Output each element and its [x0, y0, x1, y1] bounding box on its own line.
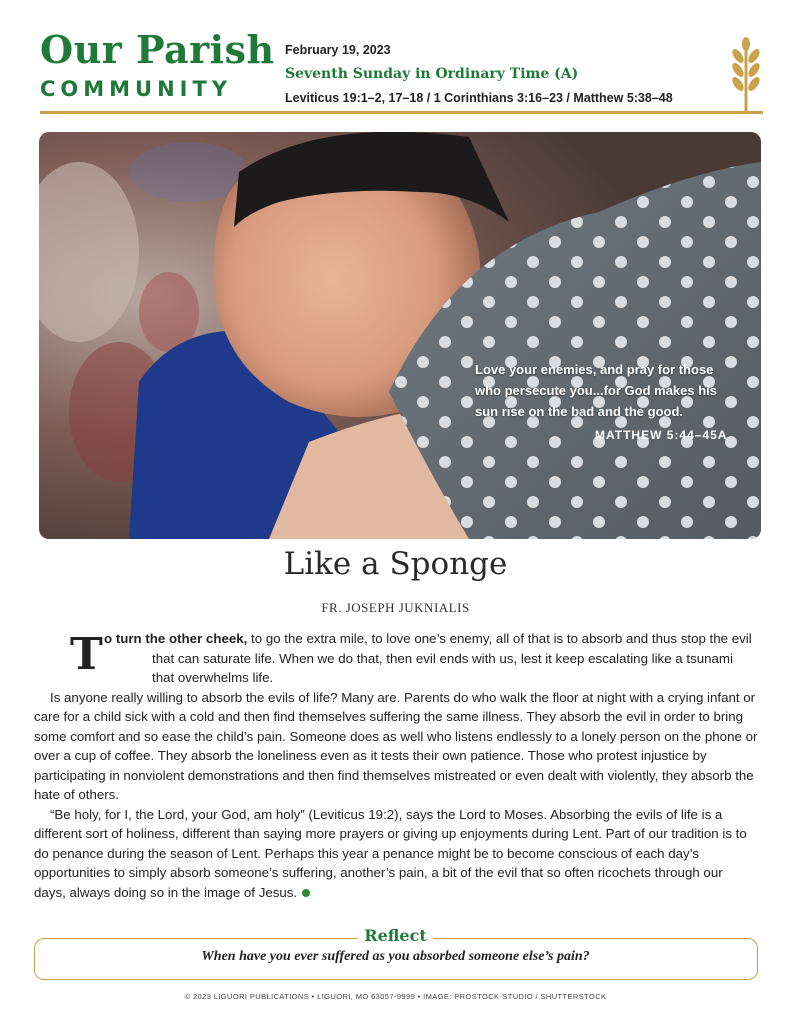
- hero-image: [39, 132, 761, 539]
- hero-photo: [39, 132, 761, 539]
- footer-credit: © 2023 LIGUORI PUBLICATIONS • LIGUORI, MO 63057-9999 • IMAGE: PROSTOCK-STUDIO / SHUTTERSTOCK: [184, 992, 607, 1001]
- title-line-our-parish: Our Parish: [40, 27, 275, 72]
- reflect-label-text: Reflect: [358, 926, 432, 945]
- scripture-quote: Love your enemies, and pray for those who persecute you...for God makes his sun rise on the bad and the good.: [475, 362, 718, 419]
- scripture-citation: MATTHEW 5:44–45A: [595, 428, 728, 442]
- paragraph-1: [34, 629, 758, 688]
- article-title: Like a Sponge: [283, 546, 508, 582]
- title-line-community: COMMUNITY: [40, 77, 233, 101]
- scripture-readings: Leviticus 19:1–2, 17–18 / 1 Corinthians 3:16–23 / Matthew 5:38–48: [285, 91, 673, 105]
- reflect-question: When have you ever suffered as you absorbed someone else’s pain?: [201, 949, 590, 964]
- reflect-label: [0, 926, 791, 946]
- issue-date: February 19, 2023: [285, 43, 391, 57]
- issue-info: [285, 42, 705, 106]
- paragraph-1-text: to go the extra mile, to love one’s enemy, all of that is to absorb and thus stop the evil that can saturate life. When we do that, then evil ends with us, lest it keep escalating like a tsunami that overwhelms life.: [152, 631, 752, 685]
- lead-in: o turn the other cheek,: [104, 631, 248, 646]
- end-mark-icon: [302, 889, 310, 897]
- drop-cap: T: [70, 629, 103, 680]
- paragraph-2: Is anyone really willing to absorb the evils of life? Many are. Parents do who walk the floor at night with a crying infant or care for a child sick with a cold and then find themselves suffering the same illness. They absorb the evil in order to bring some comfort and so ease the child’s pain. Someone does as well who listens endlessly to a lonely person on the phone or over a cup of coffee. They absorb the loneliness even as it tests their own patience. Those who protest injustice by participating in nonviolent demonstrations and then find themselves mistreated or even dealt with violently, they absorb the hate of others.: [34, 689, 758, 802]
- paragraph-3: [34, 805, 758, 903]
- paragraph-3-text: “Be holy, for I, the Lord, your God, am holy” (Leviticus 19:2), says the Lord to Moses. Absorbing the evils of life is a different sort of holiness, different than saying more prayers or giving up enjoyments during Lent. Part of our tradition is to do penance during the season of Lent. Perhaps this year a penance might be to become conscious of each day’s opportunities to simply absorb someone’s suffering, another’s pain, a bit of the evil that so often ricochets through our days, always doing so in the image of Jesus.: [34, 806, 747, 900]
- header-divider: [40, 111, 763, 114]
- publication-title: [40, 27, 275, 102]
- wheat-icon: [726, 36, 766, 116]
- liturgical-day: Seventh Sunday in Ordinary Time (A): [285, 66, 579, 82]
- article-body: [34, 629, 758, 902]
- article-byline: FR. JOSEPH JUKNIALIS: [321, 600, 470, 615]
